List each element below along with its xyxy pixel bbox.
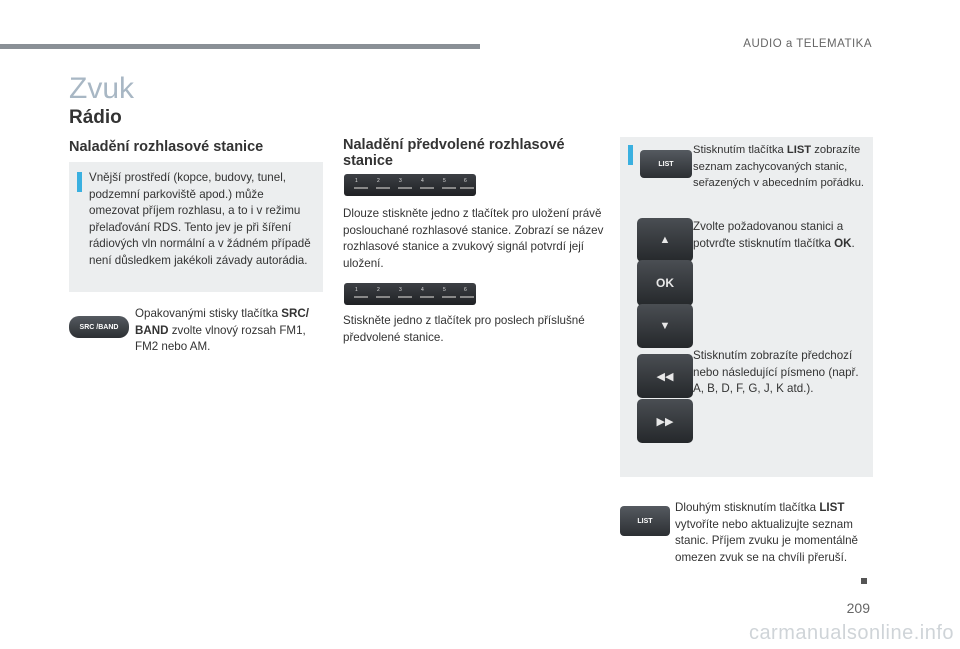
watermark: carmanualsonline.info (748, 622, 954, 644)
preset-5: 5 (443, 178, 446, 184)
heading-preset-station: Naladění předvolené rozhlasové stanice (343, 137, 565, 169)
preset-2: 2 (377, 287, 380, 293)
list-text: Stisknutím tlačítka LIST zobrazíte seznam zachycovaných stanic, seřazených v abecedním pořádku. (693, 144, 865, 189)
src-band-button-image: SRC /BAND (69, 316, 129, 338)
src-band-text: Opakovanými stisky tlačítka SRC/ BAND zvolte vlnový rozsah FM1, FM2 nebo AM. (135, 307, 309, 353)
preset-1: 1 (355, 287, 358, 293)
fast-forward-icon: ▶▶ (637, 399, 693, 443)
heading-tune-station: Naladění rozhlasové stanice (69, 139, 264, 155)
letter-nav-text: Stisknutím zobrazíte předchozí nebo následující písmeno (např. A, B, D, F, G, J, K atd.). (693, 349, 859, 395)
preset-buttons-image-2 (344, 283, 476, 305)
preset-4: 4 (421, 287, 424, 293)
info-icon (628, 145, 633, 165)
preset-5: 5 (443, 287, 446, 293)
down-arrow-icon: ▼ (637, 304, 693, 348)
info-icon (77, 172, 82, 192)
rewind-icon: ◀◀ (637, 354, 693, 398)
select-ok-text: Zvolte požadovanou stanici a potvrďte stisknutím tlačítka OK. (693, 220, 855, 250)
preset-4: 4 (421, 178, 424, 184)
preset-3: 3 (399, 178, 402, 184)
preset-2: 2 (377, 178, 380, 184)
up-arrow-icon: ▲ (637, 218, 693, 262)
page-title: Zvuk (69, 72, 135, 105)
list-button-image: LIST (640, 150, 692, 178)
preset-6: 6 (464, 178, 467, 184)
preset-buttons-image (344, 174, 476, 196)
page-number: 209 (846, 600, 870, 616)
section-title: AUDIO a TELEMATIKA (743, 38, 872, 50)
info-box (69, 162, 323, 292)
header-bar (0, 44, 480, 49)
list-update-text: Dlouhým stisknutím tlačítka LIST vytvoříte nebo aktualizujte seznam stanic. Příjem zvuku je momentálně omezen zvuk se na chvíli přeruší. (675, 501, 858, 564)
preset-store-text: Dlouze stiskněte jedno z tlačítek pro uložení právě poslouchané rozhlasové stanice. Zobrazí se název rozhlasové stanice a zvukový signál potvrdí její uložení. (343, 207, 604, 270)
preset-3: 3 (399, 287, 402, 293)
list-info-box (620, 137, 873, 477)
page-end-marker (861, 578, 867, 584)
preset-1: 1 (355, 178, 358, 184)
info-text: Vnější prostředí (kopce, budovy, tunel, podzemní parkoviště apod.) může omezovat příjem rozhlasu, a to i v režimu přelaďování RDS. Tento jev je při šíření rádiových vln normální a v žádném případě není důsledkem jakékoli závady autorádia. (89, 171, 311, 267)
preset-6: 6 (464, 287, 467, 293)
ok-button-image: OK (637, 260, 693, 306)
preset-listen-text: Stiskněte jedno z tlačítek pro poslech příslušné předvolené stanice. (343, 314, 585, 344)
list-button-image-2: LIST (620, 506, 670, 536)
page-subtitle: Rádio (69, 107, 122, 128)
